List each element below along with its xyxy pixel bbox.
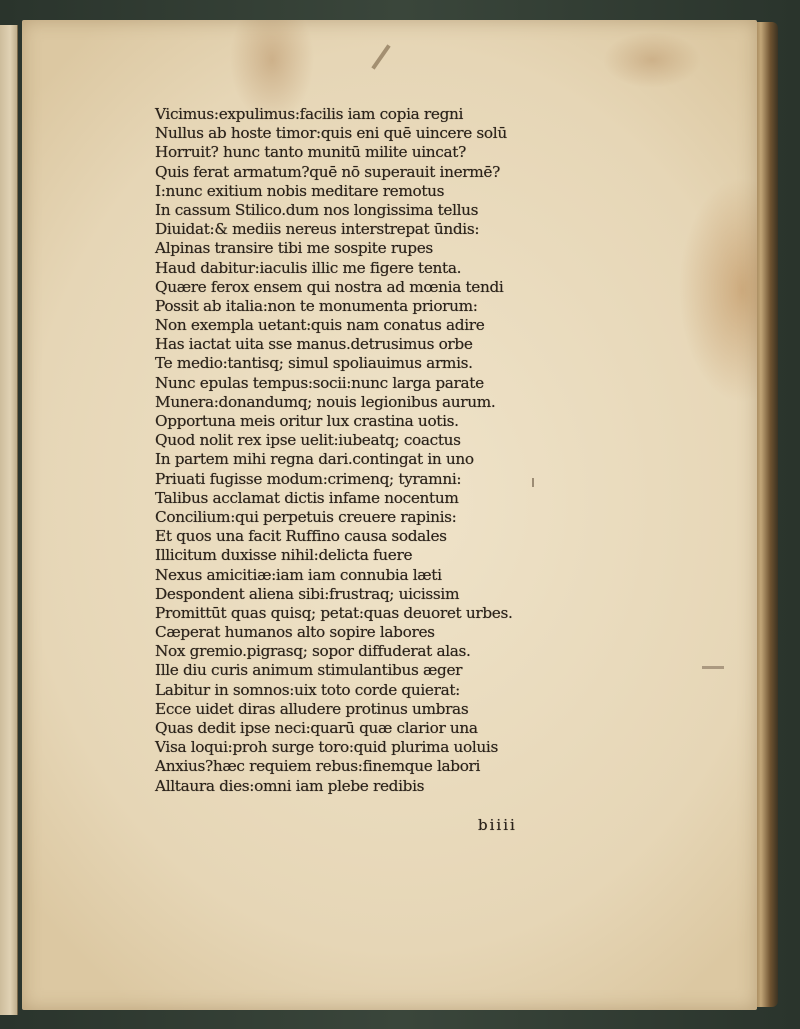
verse-line: Priuati fugisse modum:crimenq; tyramni: bbox=[155, 469, 462, 488]
verse-line: Munera:donandumq; nouis legionibus aurum. bbox=[155, 392, 496, 411]
verse-line: Et quos una facit Ruffino causa sodales bbox=[155, 527, 447, 546]
verse-line: Anxius?hæc requiem rebus:finemque labori bbox=[155, 757, 481, 776]
verse-line: Has iactat uita sse manus.detrusimus orbe bbox=[155, 335, 473, 354]
verse-line: Despondent aliena sibi:frustraq; uicissim bbox=[155, 584, 460, 603]
previous-page-edge bbox=[0, 25, 18, 1015]
verse-line: Concilium:qui perpetuis creuere rapinis: bbox=[155, 507, 457, 526]
verse-line: Opportuna meis oritur lux crastina uotis. bbox=[155, 412, 459, 430]
verse-line: In cassum Stilico.dum nos longissima tellus bbox=[155, 200, 479, 219]
verse-line: Ecce uidet diras alludere protinus umbras bbox=[155, 699, 469, 718]
verse-line: Talibus acclamat dictis infame nocentum bbox=[155, 488, 459, 507]
verse-text-block bbox=[155, 105, 555, 796]
verse-line: Illicitum duxisse nihil:delicta fuere bbox=[155, 546, 413, 565]
verse-line: Visa loqui:proh surge toro:quid plurima uoluis bbox=[155, 738, 498, 757]
verse-line: Nox gremio.pigrasq; sopor diffuderat alas. bbox=[155, 642, 471, 661]
verse-line: Vicimus:expulimus:facilis iam copia regni bbox=[155, 105, 464, 123]
page-blemish bbox=[371, 44, 390, 69]
verse-line: Haud dabitur:iaculis illic me figere tenta. bbox=[155, 258, 462, 277]
verse-line: Ille diu curis animum stimulantibus æger bbox=[155, 661, 463, 680]
signature-mark: biiii bbox=[478, 816, 517, 834]
verse-line: Nunc epulas tempus:socii:nunc larga parate bbox=[155, 373, 484, 392]
verse-line: In partem mihi regna dari.contingat in uno bbox=[155, 450, 474, 469]
verse-line: Nullus ab hoste timor:quis eni quē uincere solū bbox=[155, 124, 507, 143]
verse-line: Non exempla uetant:quis nam conatus adire bbox=[155, 316, 485, 335]
margin-mark bbox=[702, 666, 724, 669]
verse-line: Quære ferox ensem qui nostra ad mœnia tendi bbox=[155, 277, 504, 296]
verse-line: Te medio:tantisq; simul spoliauimus armis. bbox=[155, 354, 473, 373]
verse-line: Nexus amicitiæ:iam iam connubia læti bbox=[155, 565, 442, 584]
verse-line: Alpinas transire tibi me sospite rupes bbox=[155, 239, 433, 258]
verse-line: Quod nolit rex ipse uelit:iubeatq; coactus bbox=[155, 431, 461, 450]
verse-line: Quis ferat armatum?quē nō superauit inermē? bbox=[155, 162, 500, 181]
verse-line: Diuidat:& mediis nereus interstrepat ūndis: bbox=[155, 220, 480, 239]
verse-line: Quas dedit ipse neci:quarū quæ clarior una bbox=[155, 719, 478, 737]
verse-line: Cæperat humanos alto sopire labores bbox=[155, 623, 435, 642]
book-page bbox=[22, 20, 757, 1010]
verse-line: Labitur in somnos:uix toto corde quierat: bbox=[155, 680, 460, 699]
verse-line: Promittūt quas quisq; petat:quas deuoret urbes. bbox=[155, 603, 513, 622]
verse-line: Possit ab italia:non te monumenta priorum: bbox=[155, 296, 478, 315]
verse-line: I:nunc exitium nobis meditare remotus bbox=[155, 181, 445, 200]
verse-line: Alltaura dies:omni iam plebe redibis bbox=[155, 776, 425, 795]
verse-line: Horruit? hunc tanto munitū milite uincat? bbox=[155, 143, 466, 162]
